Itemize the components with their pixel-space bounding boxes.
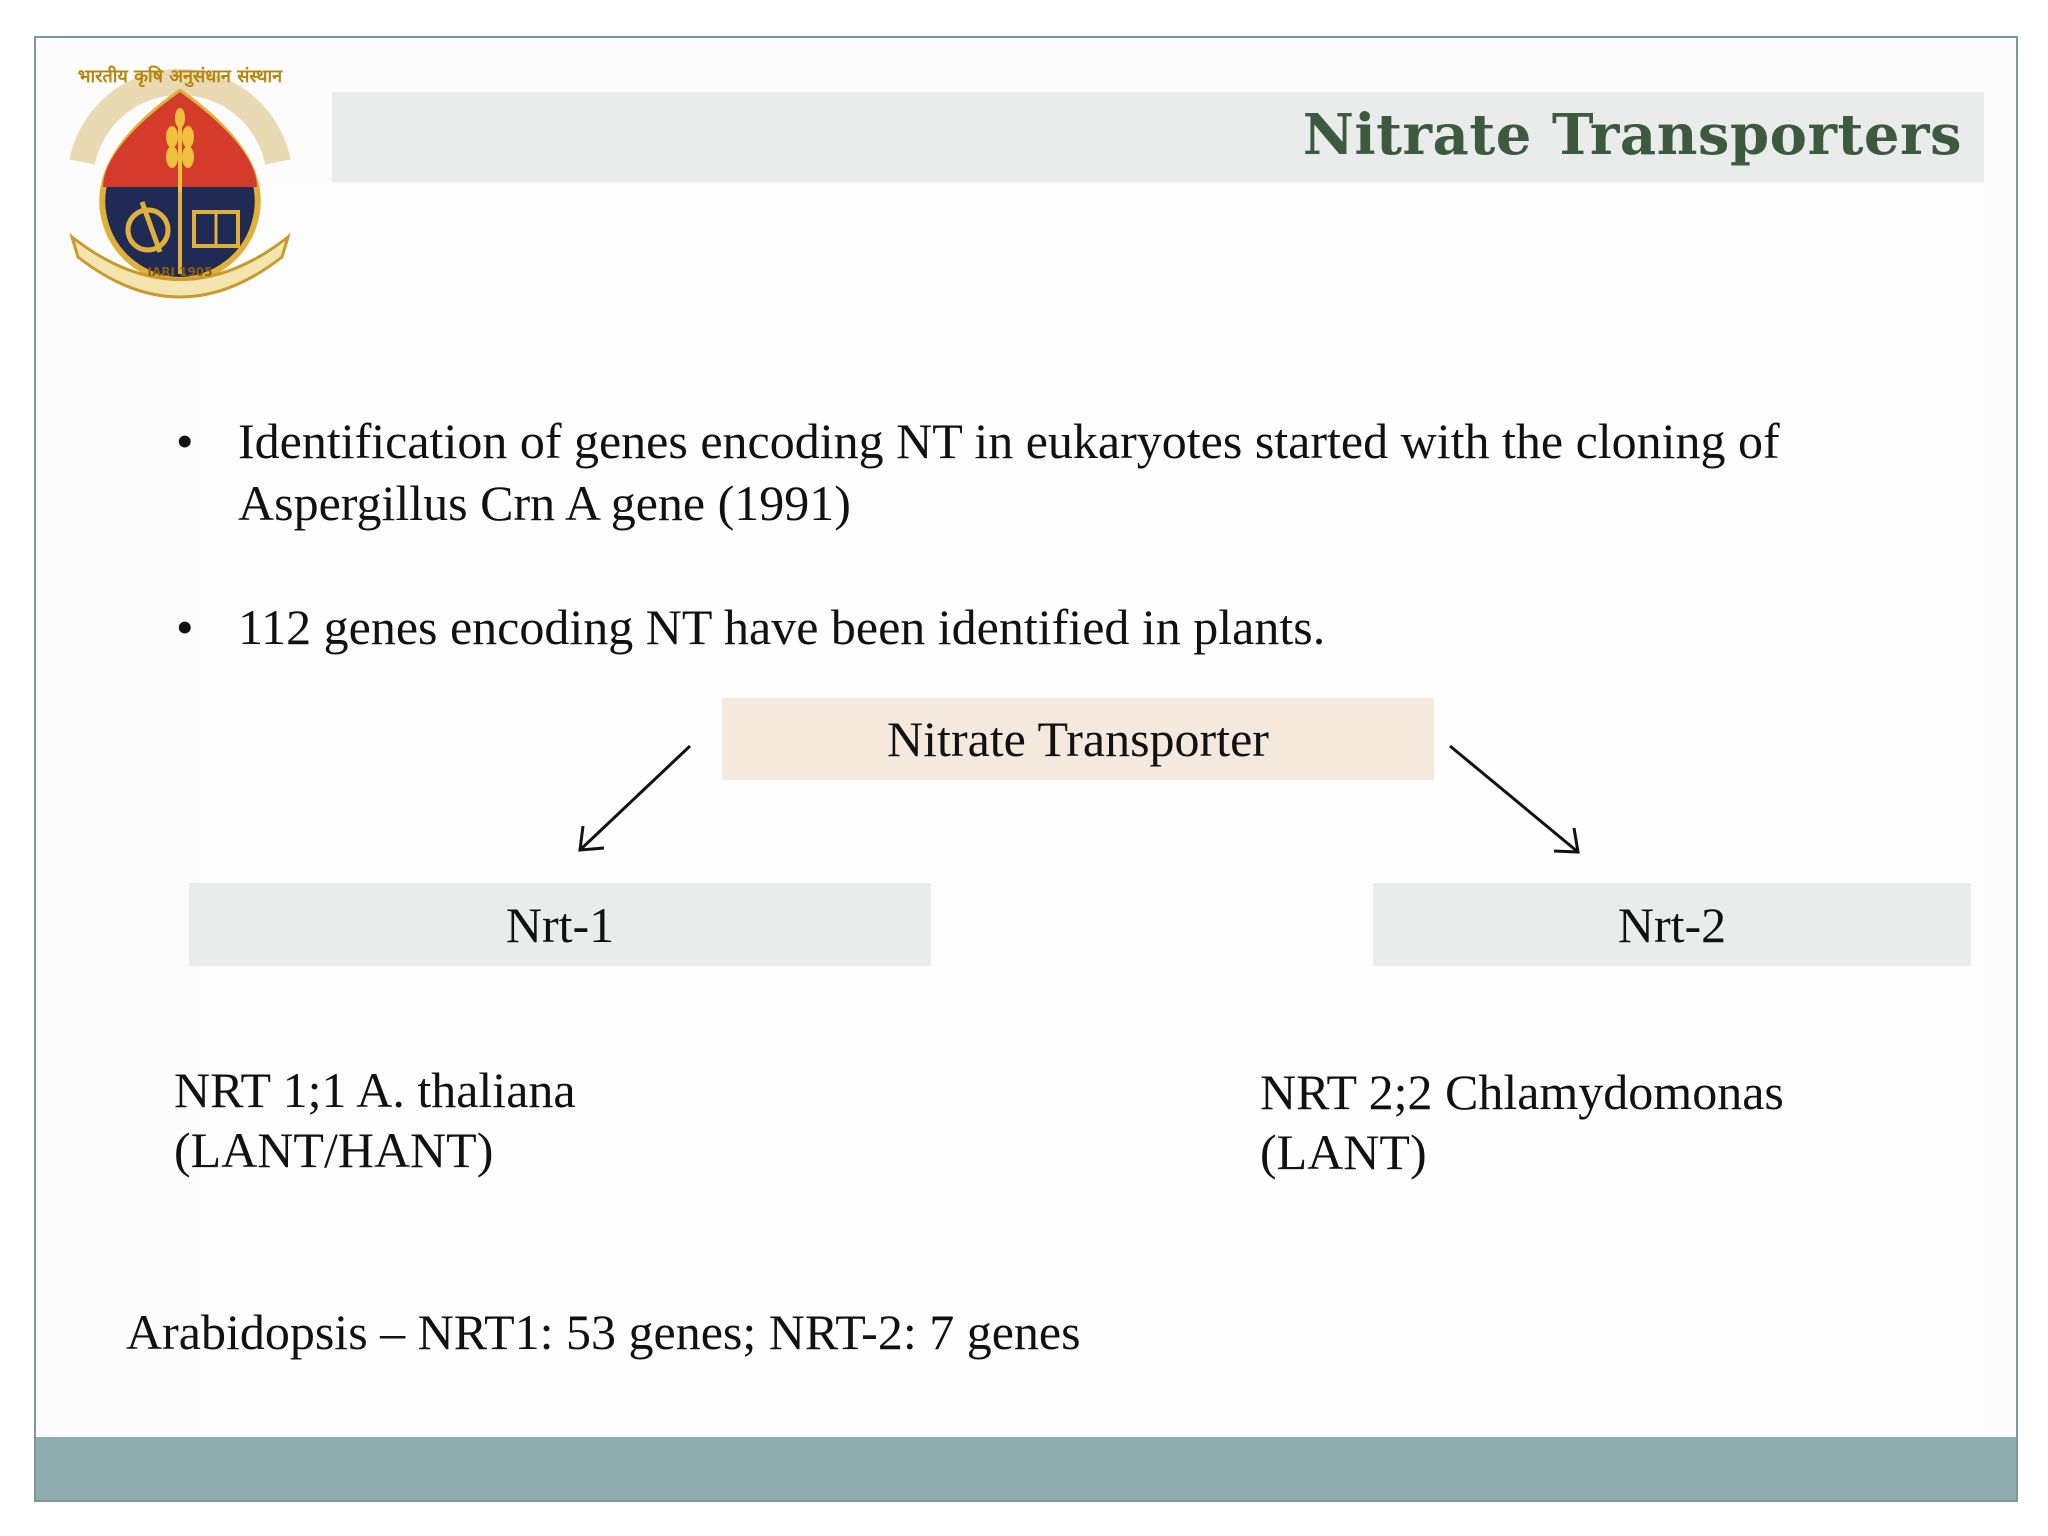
bullet-text: Identification of genes encoding NT in eukaryotes started with the cloning of Aspergillus Crn A gene (1991)	[238, 413, 1780, 531]
left-note-line1: NRT 1;1 A. thaliana	[174, 1062, 576, 1118]
iari-emblem-icon	[52, 52, 308, 304]
right-note	[1260, 1062, 1784, 1182]
footer-note: Arabidopsis – NRT1: 53 genes; NRT-2: 7 genes	[126, 1304, 1081, 1360]
bullet-marker: •	[176, 413, 194, 469]
slide-title: Nitrate Transporters	[1302, 102, 1962, 168]
right-note-line2: (LANT)	[1260, 1124, 1427, 1180]
bullet-item	[172, 596, 1812, 658]
bullet-item	[172, 410, 1812, 534]
left-note-line2: (LANT/HANT)	[174, 1122, 494, 1178]
right-child-box: Nrt-2	[1373, 883, 1971, 966]
bullet-marker: •	[176, 599, 194, 655]
title-band	[332, 92, 1984, 182]
left-note	[174, 1060, 576, 1180]
svg-text:IARI 1905: IARI 1905	[147, 265, 213, 279]
bullet-text: 112 genes encoding NT have been identified in plants.	[238, 599, 1326, 655]
slide-background	[200, 190, 1980, 1430]
right-note-line1: NRT 2;2 Chlamydomonas	[1260, 1064, 1784, 1120]
bullet-list	[172, 410, 1812, 720]
svg-text:भारतीय कृषि अनुसंधान संस्थान: भारतीय कृषि अनुसंधान संस्थान	[77, 66, 283, 87]
left-child-box: Nrt-1	[189, 883, 931, 966]
root-node-box: Nitrate Transporter	[722, 698, 1434, 780]
footer-bar	[36, 1437, 2016, 1500]
